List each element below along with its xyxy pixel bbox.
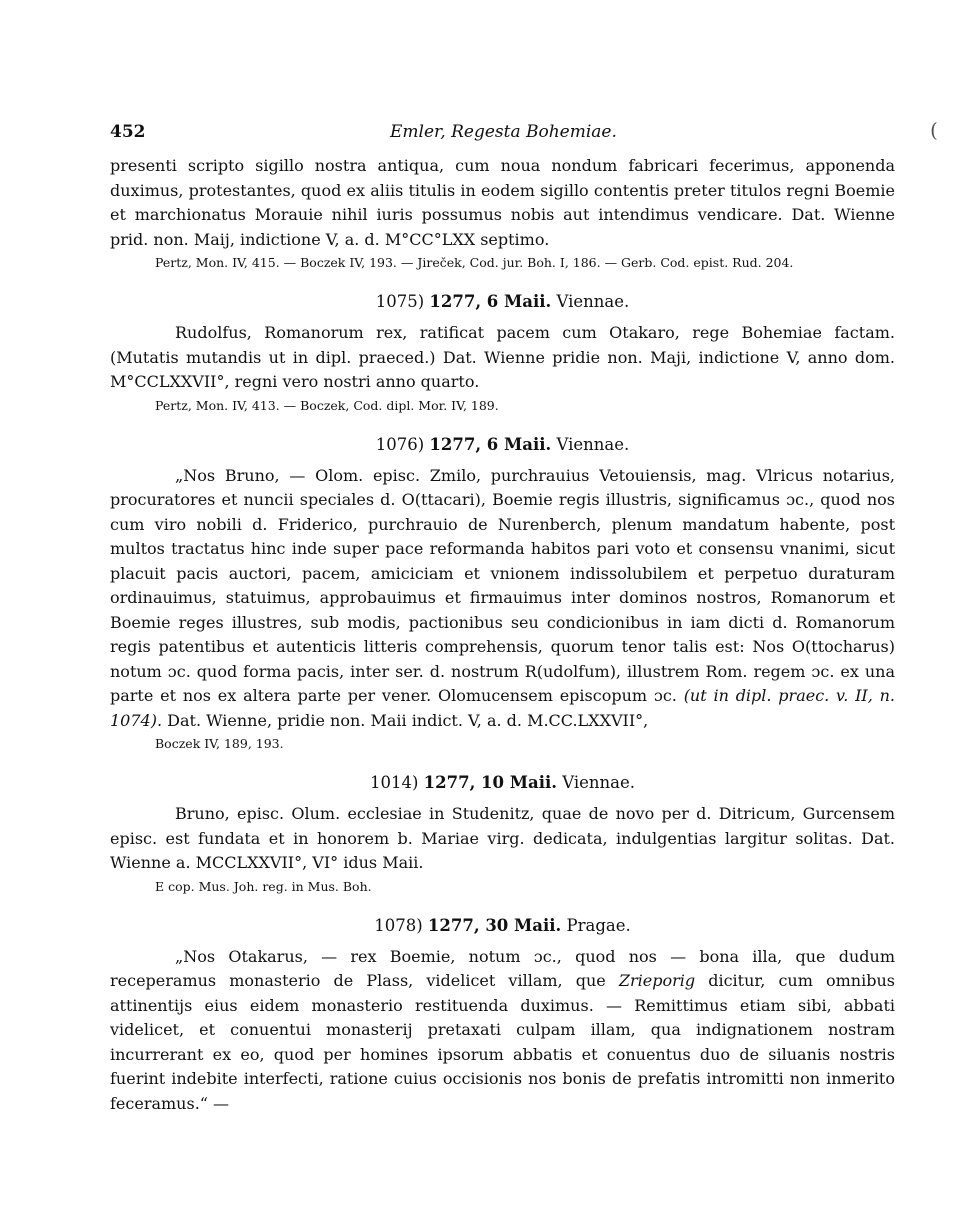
entry-body: Bruno, episc. Olum. ecclesiae in Studenitz, quae de novo per d. Ditricum, Gurcensem episc. est fundata et in honorem b. Mariae virg. dedicata, indulgentias largitur solitas. Dat. Wienne a. MCCLXXVII°, VI° idus Maii.: [110, 804, 895, 872]
entry-date: 1277, 6 Maii.: [429, 434, 552, 454]
entry-text: [110, 321, 895, 395]
entry-1014: [110, 773, 895, 896]
entry-heading: [110, 773, 895, 792]
margin-bracket-mark: (: [930, 118, 938, 142]
page-number: 452: [110, 122, 146, 142]
page-header: [110, 118, 895, 154]
entry-1078: [110, 916, 895, 1117]
entry-date: 1277, 30 Maii.: [427, 915, 562, 935]
entry-text: [110, 945, 895, 1117]
entry-number: 1076): [375, 434, 425, 454]
entry-source: Pertz, Mon. IV, 413. — Boczek, Cod. dipl. Mor. IV, 189.: [155, 397, 499, 413]
entry-body-continued: Dat. Wienne, pridie non. Maii indict. V, a. d. M.CC.LXXVII°,: [167, 710, 649, 730]
opening-source: Pertz, Mon. IV, 415. — Boczek IV, 193. — Jireček, Cod. jur. Boh. I, 186. — Gerb. Cod. epist. Rud. 204.: [155, 255, 794, 270]
running-title: Emler, Regesta Bohemiae.: [390, 122, 617, 142]
entry-text: [110, 464, 895, 734]
entry-body: „Nos Bruno, — Olom. episc. Zmilo, purchrauius Vetouiensis, mag. Vlricus notarius, procuratores et nuncii speciales d. O(ttacari), Boemie regis illustris, significamus ɔc., quod nos cum viro nobili d. Friderico, purchrauio de Nurenberch, plenum mandatum habente, post multos tractatus hinc inde super pace reformanda habitos pari voto et consensu vnanimi, sicut placuit pacis auctori, pacem, amiciciam et vnionem indissolubilem et perpetuo duraturam ordinauimus, statuimus, approbauimus et firmauimus inter dominos nostros, Romanorum et Boemie reges illustres, sub modis, pactionibus seu condicionibus in iam dicti d. Romanorum regis patentibus et autenticis litteris comprehensis, quorum tenor talis est: Nos O(ttocharus) notum ɔc. quod forma pacis, inter ser. d. nostrum R(udolfum), illustrem Rom. regem ɔc. ex una parte et nos ex altera parte per vener. Olomucensem episcopum ɔc.: [110, 465, 895, 705]
page-content: [110, 118, 895, 1116]
entry-place: Viennae.: [556, 292, 630, 311]
entry-number: 1078): [374, 915, 423, 935]
entry-italic: Zrieporig: [618, 971, 696, 990]
entry-place: Viennae.: [556, 434, 630, 454]
opening-paragraph: presenti scripto sigillo nostra antiqua, cum noua nondum fabricari fecerimus, apponenda duximus, protestantes, quod ex aliis titulis in eodem sigillo contentis preter titulos regni Boemie et marchionatus Morauie nihil iuris possumus nobis aut intendimus vendicare. Dat. Wienne prid. non. Maij, indictione V, a. d. M°CC°LXX septimo.: [110, 156, 895, 249]
entry-body: Rudolfus, Romanorum rex, ratificat pacem cum Otakaro, rege Bohemiae factam. (Mutatis mutandis ut in dipl. praeced.) Dat. Wienne pridie non. Maji, indictione V, anno dom. M°CCLXXVII°, regni vero nostri anno quarto.: [110, 323, 895, 391]
entry-source: Boczek IV, 189, 193.: [155, 736, 284, 751]
entry-heading: [110, 292, 895, 311]
entry-number: 1014): [369, 773, 419, 792]
entry-1076: [110, 435, 895, 754]
entry-text: [110, 802, 895, 876]
entry-body: „Nos Otakarus, — rex Boemie, notum ɔc., quod nos — bona illa, que dudum receperamus monasterio de Plass, videlicet villam, que: [110, 946, 895, 990]
entry-italic: (ut in dipl. praec. v. II, n. 1074).: [110, 686, 895, 730]
entry-date: 1277, 10 Maii.: [423, 773, 557, 792]
entry-number: 1075): [375, 292, 425, 311]
entry-place: Pragae.: [566, 915, 631, 935]
entry-date: 1277, 6 Maii.: [429, 292, 552, 311]
entry-place: Viennae.: [562, 773, 636, 792]
entry-heading: [110, 916, 895, 935]
entry-heading: [110, 435, 895, 454]
entry-1075: [110, 292, 895, 415]
entry-body-continued: dicitur, cum omnibus attinentijs eius eidem monasterio restituenda duximus. — Remittimus etiam sibi, abbati videlicet, et conuentui monasterij pretaxati culpam illam, qua indignationem nostram incurrerant ex eo, quod per homines ipsorum abbatis et conuentus duo de siluanis nostris fuerint indebite interfecti, ratione cuius occisionis nos bonis de prefatis intromitti non inmerito feceramus.“ —: [110, 971, 895, 1113]
entry-source: E cop. Mus. Joh. reg. in Mus. Boh.: [155, 878, 372, 894]
